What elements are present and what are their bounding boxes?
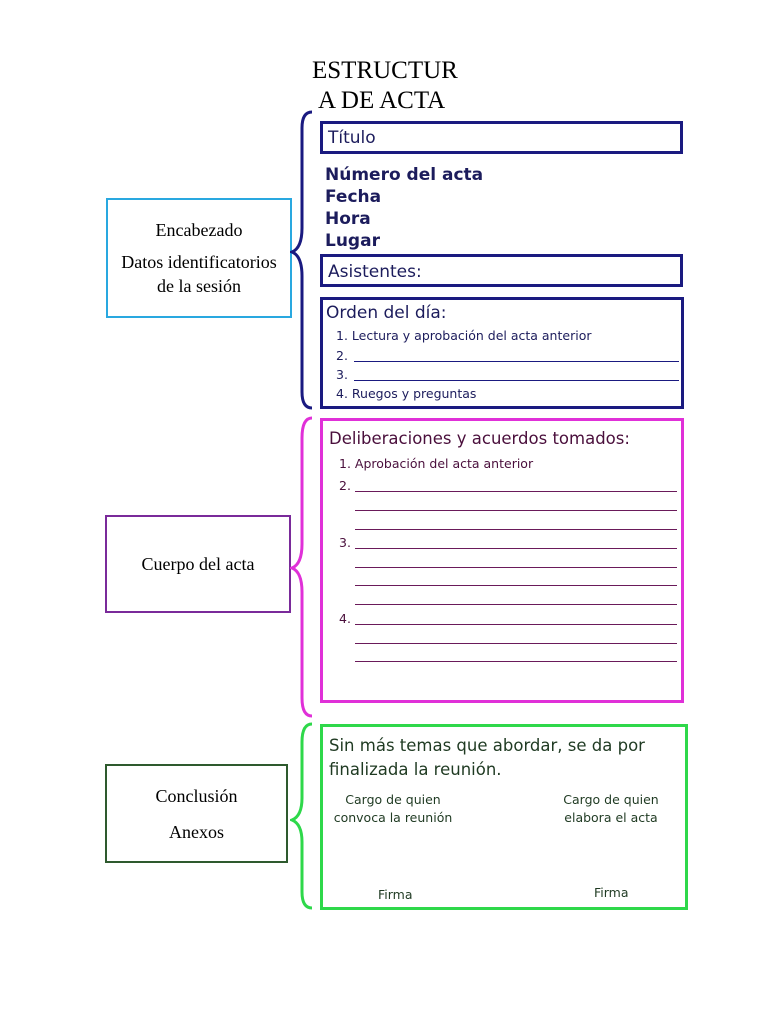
orden-item-4: 4. Ruegos y preguntas <box>336 386 477 401</box>
conclusion-label-box <box>105 764 288 863</box>
orden-item-2: 2. <box>336 348 348 363</box>
delib-item-2: 2. <box>339 478 351 493</box>
delib-item-3-line-4 <box>355 604 677 605</box>
deliberaciones-box <box>320 418 684 703</box>
header-label-subtitle: Datos identificatorios de la sesión <box>121 252 277 296</box>
field-numero-acta: Número del acta <box>325 165 484 185</box>
braces-svg <box>290 108 320 918</box>
conclusion-text-line-1: Sin más temas que abordar, se da por <box>329 736 645 755</box>
delib-item-1: 1. Aprobación del acta anterior <box>339 456 534 471</box>
titulo-box <box>320 121 683 154</box>
conclusion-text <box>329 734 645 782</box>
delib-item-4-line-1 <box>355 624 677 625</box>
delib-item-4: 4. <box>339 611 351 626</box>
conclusion-label-subtitle: Anexos <box>169 821 224 842</box>
delib-item-4-line-3 <box>355 661 677 662</box>
conclusion-label-title: Conclusión <box>155 785 238 806</box>
delib-item-4-line-2 <box>355 643 677 644</box>
header-fields <box>325 164 483 252</box>
orden-item-2-line <box>354 361 679 362</box>
field-hora: Hora <box>325 209 371 229</box>
left-signature-label: Firma <box>378 887 413 902</box>
delib-item-2-line-1 <box>355 491 677 492</box>
titulo-text: Título <box>328 128 376 148</box>
header-label-box <box>106 198 292 318</box>
delib-item-2-line-3 <box>355 529 677 530</box>
right-signature-label: Firma <box>594 885 629 900</box>
delib-item-3-line-2 <box>355 567 677 568</box>
orden-item-1: 1. Lectura y aprobación del acta anterior <box>336 328 592 343</box>
asistentes-box <box>320 254 683 287</box>
delib-item-3-line-1 <box>355 548 677 549</box>
left-role <box>333 791 453 827</box>
right-role <box>551 791 671 827</box>
conclusion-brace <box>292 724 312 908</box>
conclusion-box <box>320 724 688 910</box>
conclusion-text-line-2: finalizada la reunión. <box>329 760 502 779</box>
orden-box <box>320 297 684 409</box>
body-brace <box>292 418 312 716</box>
delib-item-3-line-3 <box>355 585 677 586</box>
header-brace <box>292 112 312 408</box>
field-lugar: Lugar <box>325 231 380 251</box>
orden-heading: Orden del día: <box>326 303 447 323</box>
left-role-line-1: Cargo de quien <box>345 792 441 807</box>
right-role-line-1: Cargo de quien <box>563 792 659 807</box>
page-title-line-2: A DE ACTA <box>318 87 446 114</box>
header-label-title: Encabezado <box>155 220 243 240</box>
right-role-line-2: elabora el acta <box>564 810 658 825</box>
field-fecha: Fecha <box>325 187 382 207</box>
delib-item-2-line-2 <box>355 510 677 511</box>
body-label-title: Cuerpo del acta <box>141 554 255 574</box>
delib-item-3: 3. <box>339 535 351 550</box>
orden-item-3: 3. <box>336 367 348 382</box>
page-title-line-1: ESTRUCTUR <box>312 57 458 84</box>
asistentes-text: Asistentes: <box>328 262 422 282</box>
orden-item-3-line <box>354 380 679 381</box>
deliberaciones-heading: Deliberaciones y acuerdos tomados: <box>329 429 630 448</box>
left-role-line-2: convoca la reunión <box>333 810 453 825</box>
body-label-box <box>105 515 291 613</box>
